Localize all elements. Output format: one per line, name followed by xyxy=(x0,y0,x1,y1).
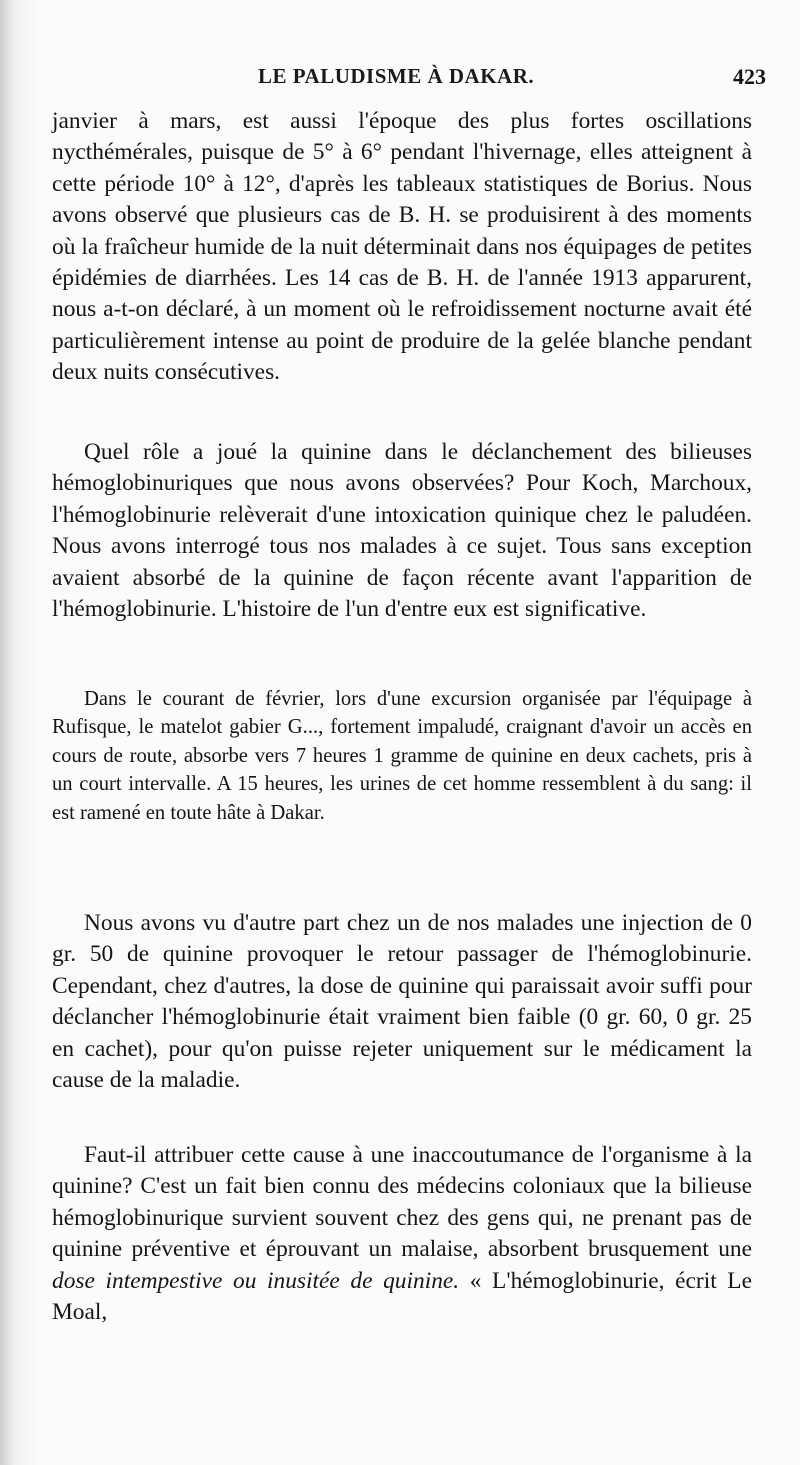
paragraph-1: janvier à mars, est aussi l'époque des plus fortes oscillations nycthémérales, puisque de 5° à 6° pendant l'hivernage, elles atteignent à cette période 10° à 12°, d'après les tableaux statistiques de Borius. Nous avons observé que plusieurs cas de B. H. se produisirent à des moments où la fraîcheur humide de la nuit déterminait dans nos équipages de petites épidémies de diarrhées. Les 14 cas de B. H. de l'année 1913 apparurent, nous a-t-on déclaré, à un moment où le refroidissement nocturne avait été particulièrement intense au point de produire de la gelée blanche pendant deux nuits consécutives. xyxy=(52,108,752,386)
page-edge-shadow xyxy=(0,0,38,1465)
paragraph-5-italic: dose intempestive ou inusitée de quinine. xyxy=(52,1267,460,1294)
paragraph-4-block xyxy=(52,908,752,1096)
paragraph-5 xyxy=(52,1140,752,1328)
page-number: 423 xyxy=(733,64,766,89)
case-quote: Dans le courant de février, lors d'une excursion organisée par l'équipage à Rufisque, le matelot gabier G..., fortement impaludé, craignant d'avoir un accès en cours de route, absorbe vers 7 heures 1 gramme de quinine en deux cachets, pris à un court intervalle. A 15 heures, les urines de cet homme ressemblent à du sang: il est ramené en toute hâte à Dakar. xyxy=(52,688,752,824)
paragraph-2-block xyxy=(52,437,752,625)
paragraph-5-continuation: « L'hémoglobinurie, écrit Le Moal, xyxy=(52,1267,752,1326)
paragraph-5-text: Faut-il attribuer cette cause à une inaccoutumance de l'organisme à la quinine? C'est un fait bien connu des médecins coloniaux que la bilieuse hémoglobinurique survient souvent chez des gens qui, ne prenant pas de quinine préventive et éprouvant un malaise, absorbent brusquement une xyxy=(52,1142,752,1263)
paragraph-1-block xyxy=(52,106,752,389)
case-quote-block xyxy=(52,685,752,827)
paragraph-5-block xyxy=(52,1140,752,1328)
paragraph-2: Quel rôle a joué la quinine dans le déclanchement des bilieuses hémoglobinuriques que nous avons observées? Pour Koch, Marchoux, l'hémoglobinurie relèverait d'une intoxication quinique chez le paludéen. Nous avons interrogé tous nos malades à ce sujet. Tous sans exception avaient absorbé de la quinine de façon récente avant l'apparition de l'hémoglobinurie. L'histoire de l'un d'entre eux est significative. xyxy=(52,439,752,623)
running-title: LE PALUDISME À DAKAR. xyxy=(258,64,535,88)
paragraph-4: Nous avons vu d'autre part chez un de nos malades une injection de 0 gr. 50 de quinine provoquer le retour passager de l'hémoglobinurie. Cependant, chez d'autres, la dose de quinine qui paraissait avoir suffi pour déclancher l'hémoglobinurie était vraiment bien faible (0 gr. 60, 0 gr. 25 en cachet), pour qu'on puisse rejeter uniquement sur le médicament la cause de la maladie. xyxy=(52,910,752,1094)
page-header xyxy=(258,64,770,94)
